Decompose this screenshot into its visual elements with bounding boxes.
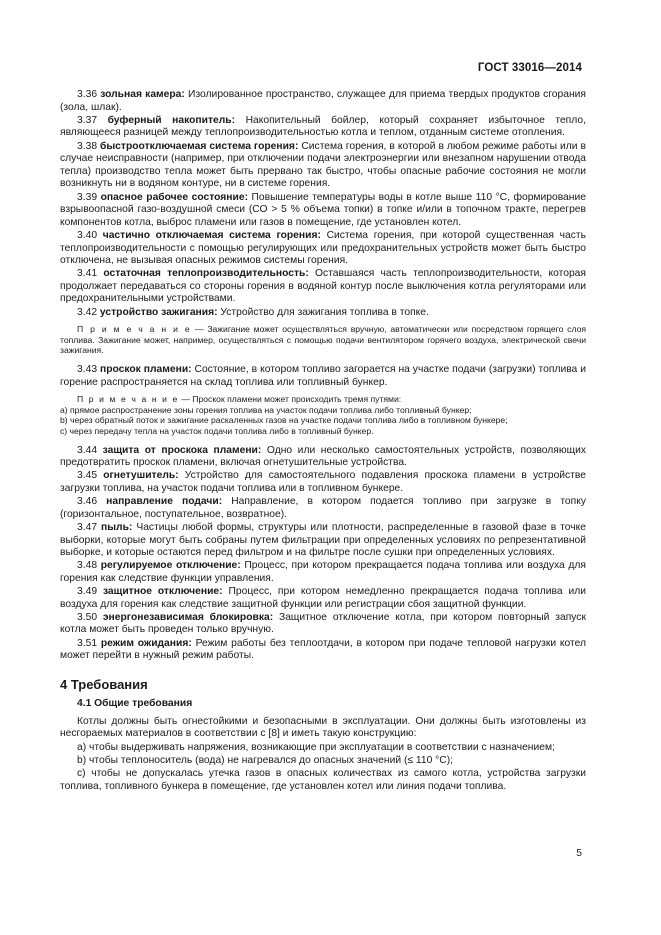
term: регулируемое отключение: (100, 560, 241, 572)
note-flashback: П р и м е ч а н и е — Проскок пламени может происходить тремя путями: а) прямое распространение зоны горения топлива на участок подачи топлива либо топливный бункер; b) через обратный поток и зажигание раскаленных газов на участке подачи топлива либо в топливном бункере; с) через передачу тепла на участок подачи топлива либо в топливный бункер. (60, 394, 586, 436)
term: огнетушитель: (103, 470, 179, 482)
document-code: ГОСТ 33016—2014 (477, 62, 582, 74)
definition-3-39: 3.39 опасное рабочее состояние: Повышение температуры воды в котле выше 110 °С, формирование взрывоопасной газо-воздушной смеси (СО > 5 % объема топки) в топке и/или в топочном тракте, перегрев компонентов котла, выброс пламени или газов в помещение, где установлен котел. (60, 191, 586, 228)
term: опасное рабочее состояние: (100, 191, 249, 203)
requirement-item-c: с) чтобы не допускалась утечка газов в опасных количествах из самого котла, устройства загрузки топлива, топливного бункера в помещение, где установлен котел или линия подачи топлива. (60, 768, 586, 792)
term: проскок пламени: (99, 364, 192, 376)
definitions-block-1 (60, 89, 586, 319)
requirements-intro: Котлы должны быть огнестойкими и безопасными в эксплуатации. Они должны быть изготовлены из несгораемых материалов в соответствии с [8] и иметь такую конструкцию: (60, 715, 586, 740)
requirement-item-b: b) чтобы теплоноситель (вода) не нагревался до опасных значений (≤ 110 °С); (77, 754, 454, 766)
term: защита от проскока пламени: (102, 444, 262, 456)
definition-3-45: 3.45 огнетушитель: Устройство для самостоятельного подавления проскока пламени в устройстве загрузки топлива, на участок подачи топлива или в топливном бункере. (60, 470, 586, 494)
note-ignition: П р и м е ч а н и е — Зажигание может осуществляться вручную, автоматически или посредством горящего слоя топлива. Зажигание может, например, осуществляться с помощью подачи вентилятором горячего воздуха, электрической свечи зажигания. (60, 324, 587, 356)
note-label: П р и м е ч а н и е (77, 324, 192, 335)
definition-3-40: 3.40 частично отключаемая система горения: Система горения, при которой существенная часть теплопроизводительности с помощью регулирующих или предохранительных устройств может быть быстро отключена, не вызывая опасных режимов системы горения. (60, 229, 586, 267)
term: быстроотключаемая система горения: (100, 140, 299, 152)
definition-3-46: 3.46 направление подачи: Направление, в котором подается топливо при загрузке в топку (горизонтальное, поступательное, возвратное). (60, 496, 586, 520)
term: защитное отключение: (102, 586, 223, 598)
requirement-item-a: а) чтобы выдерживать напряжения, возникающие при эксплуатации в соответствии с назначением; (77, 741, 555, 753)
page-number: 5 (576, 848, 582, 859)
definition-3-49: 3.49 защитное отключение: Процесс, при котором немедленно прекращается подача топлива или воздуха для горения как следствие защитной функции или регистрации сбоя защитной функции. (60, 586, 586, 610)
definition-3-50: 3.50 энергонезависимая блокировка: Защитное отключение котла, при котором повторный запуск котла может быть проведен только вручную. (60, 611, 586, 636)
definition-3-43: 3.43 проскок пламени: Состояние, в котором топливо загорается на участке подачи (загрузки) топлива и горение распространяется на склад топлива или топливный бункер. (60, 364, 586, 388)
definition-3-44: 3.44 защита от проскока пламени: Одно или несколько самостоятельных устройств, позволяющих предотвратить проскок пламени, включая огнетушительные устройства. (60, 444, 586, 469)
definition-3-51: 3.51 режим ожидания: Режим работы без теплоотдачи, в котором при подаче тепловой нагрузки котел может перейти в нужный режим работы. (60, 637, 586, 662)
definition-3-37: 3.37 буферный накопитель: Накопительный бойлер, который сохраняет избыточное тепло, являющееся разницей между теплопроизводительностью котла и теплом, отданным системе отопления. (60, 114, 586, 139)
definition-3-42: 3.42 устройство зажигания: Устройство для зажигания топлива в топке. (77, 306, 429, 318)
note-item: а) прямое распространение зоны горения топлива на участок подачи топлива либо топливный бункер; (60, 404, 472, 415)
definition-3-36: 3.36 зольная камера: Изолированное пространство, служащее для приема твердых продуктов сгорания (зола, шлак). (60, 89, 586, 113)
term: зольная камера: (100, 89, 185, 100)
definition-3-38: 3.38 быстроотключаемая система горения: Система горения, в которой в любом режиме работы или в случае неисправности (например, при отключении подачи электроэнергии или внезапном нарушении отвода тепла) производство тепла может быть прервано так быстро, чтобы опасные рабочие состояния не могли возникнуть ни в водяном контуре, ни в системе горения. (60, 140, 586, 190)
term: устройство зажигания: (99, 306, 218, 318)
term: пыль: (101, 521, 133, 533)
note-item: с) через передачу тепла на участок подачи топлива либо в топливный бункер. (60, 426, 374, 436)
definition-3-48: 3.48 регулируемое отключение: Процесс, при котором прекращается подача топлива или воздуха для горения как следствие функции управления. (60, 560, 586, 584)
term: буферный накопитель: (107, 114, 236, 126)
definition-3-41: 3.41 остаточная теплопроизводительность: Оставшаяся часть теплопроизводительности, которая продолжает передаваться со стороны горения в водяной контур после выключения котла регуляторами или предохранительными устройствами. (60, 268, 586, 305)
term: энергонезависимая блокировка: (102, 611, 274, 623)
note-item: b) через обратный поток и зажигание раскаленных газов на участке подачи топлива либо в топливном бункере; (60, 415, 508, 426)
term: частично отключаемая система горения: (102, 229, 321, 241)
term: направление подачи: (106, 496, 223, 508)
page-content (60, 89, 586, 794)
section-title: 4 Требования (60, 676, 148, 692)
term: режим ожидания: (100, 637, 192, 649)
subsection-title: 4.1 Общие требования (77, 697, 193, 709)
definitions-block-2 (60, 445, 586, 663)
note-label: П р и м е ч а н и е (77, 394, 179, 405)
definition-3-47: 3.47 пыль: Частицы любой формы, структуры или плотности, распределенные в газовой фазе в точке выборки, которые могут быть собраны путем фильтрации при определенных условиях по репрезентативной выборке, и которые остаются перед фильтром и на фильтре после сушки при определенных условиях. (60, 521, 586, 559)
term: остаточная теплопроизводительность: (103, 268, 309, 280)
